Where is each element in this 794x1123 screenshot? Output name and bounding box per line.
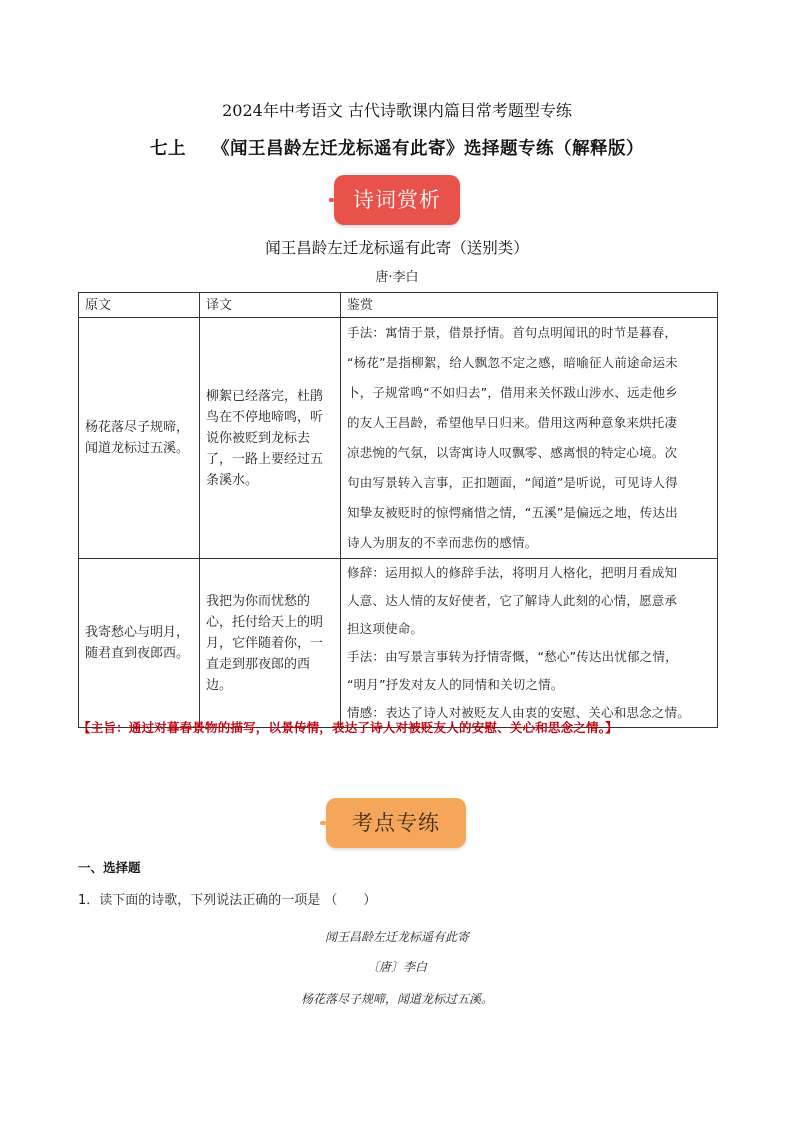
exam-practice-banner: 考点专练 [326, 798, 466, 848]
analysis-line: 卜，子规常鸣“不如归去”，借用来关怀跋山涉水、远走他乡 [347, 385, 678, 400]
analysis-line: 人意、达人情的友好使者，它了解诗人此刻的心情，愿意承 [347, 593, 678, 608]
analysis-line: 情感：表达了诗人对被贬友人由衷的安慰、关心和思念之情。 [347, 705, 690, 720]
original-text-cell: 我寄愁心与明月，随君直到夜郎西。 [79, 559, 200, 728]
table-header-row [79, 293, 718, 318]
translation-cell: 柳絮已经落完，杜鹃鸟在不停地啼鸣，听说你被贬到龙标去了，一路上要经过五条溪水。 [200, 318, 341, 559]
poem-title: 闻王昌龄左迁龙标遥有此寄（送别类） [265, 239, 529, 257]
document-subtitle [0, 135, 794, 160]
analysis-table [78, 292, 718, 728]
subtitle-grade: 七上 [150, 139, 186, 159]
analysis-line: “明月”抒发对友人的同情和关切之情。 [347, 677, 564, 692]
analysis-line: 的友人王昌龄，希望他早日归来。借用这两种意象来烘托凄 [347, 415, 678, 430]
table-header-cell: 鉴赏 [341, 293, 718, 318]
original-text-cell: 杨花落尽子规啼，闻道龙标过五溪。 [79, 318, 200, 559]
analysis-line: 知挚友被贬时的惊愕痛惜之情，“五溪”是偏远之地，传达出 [347, 505, 678, 520]
question-poem-author: 〔唐〕李白 [366, 960, 427, 974]
question-poem-title: 闻王昌龄左迁龙标遥有此寄 [324, 930, 469, 944]
document-title: 2024年中考语文 古代诗歌课内篇目常考题型专练 [222, 101, 572, 120]
table-row [79, 559, 718, 728]
table-row [79, 318, 718, 559]
analysis-line: 凉悲惋的气氛，以寄寓诗人叹飘零、感离恨的特定心境。次 [347, 445, 678, 460]
analysis-cell [341, 318, 718, 559]
analysis-line: 手法：寓情于景，借景抒情。首句点明闻讯的时节是暮春， [347, 325, 678, 340]
analysis-line: 诗人为朋友的不幸而悲伤的感情。 [347, 535, 538, 550]
analysis-line: “杨花”是指柳絮，给人飘忽不定之感，暗喻征人前途命运未 [347, 355, 678, 370]
analysis-line: 担这项使命。 [347, 621, 424, 636]
table-header-cell: 原文 [79, 293, 200, 318]
question-text: 1．读下面的诗歌，下列说法正确的一项是 （ ） [78, 893, 377, 908]
question-poem-line: 杨花落尽子规啼，闻道龙标过五溪。 [300, 992, 493, 1006]
section-heading: 一、选择题 [78, 860, 141, 875]
poem-author: 唐·李白 [375, 270, 419, 285]
theme-statement: 【主旨：通过对暮春景物的描写，以景传情，表达了诗人对被贬友人的安慰、关心和思念之情。】 [78, 720, 618, 735]
subtitle-text: 《闻王昌龄左迁龙标遥有此寄》选择题专练（解释版） [212, 139, 644, 159]
analysis-line: 修辞：运用拟人的修辞手法，将明月人格化，把明月看成知 [347, 565, 678, 580]
translation-cell: 我把为你而忧愁的心，托付给天上的明月，它伴随着你，一直走到那夜郎的西边。 [200, 559, 341, 728]
table-header-cell: 译文 [200, 293, 341, 318]
analysis-line: 手法：由写景言事转为抒情寄慨，“愁心”传达出忧郁之情， [347, 649, 678, 664]
analysis-line: 句由写景转入言事，正扣题面，“闻道”是听说，可见诗人得 [347, 475, 678, 490]
poem-analysis-banner: 诗词赏析 [334, 175, 460, 225]
analysis-cell [341, 559, 718, 728]
